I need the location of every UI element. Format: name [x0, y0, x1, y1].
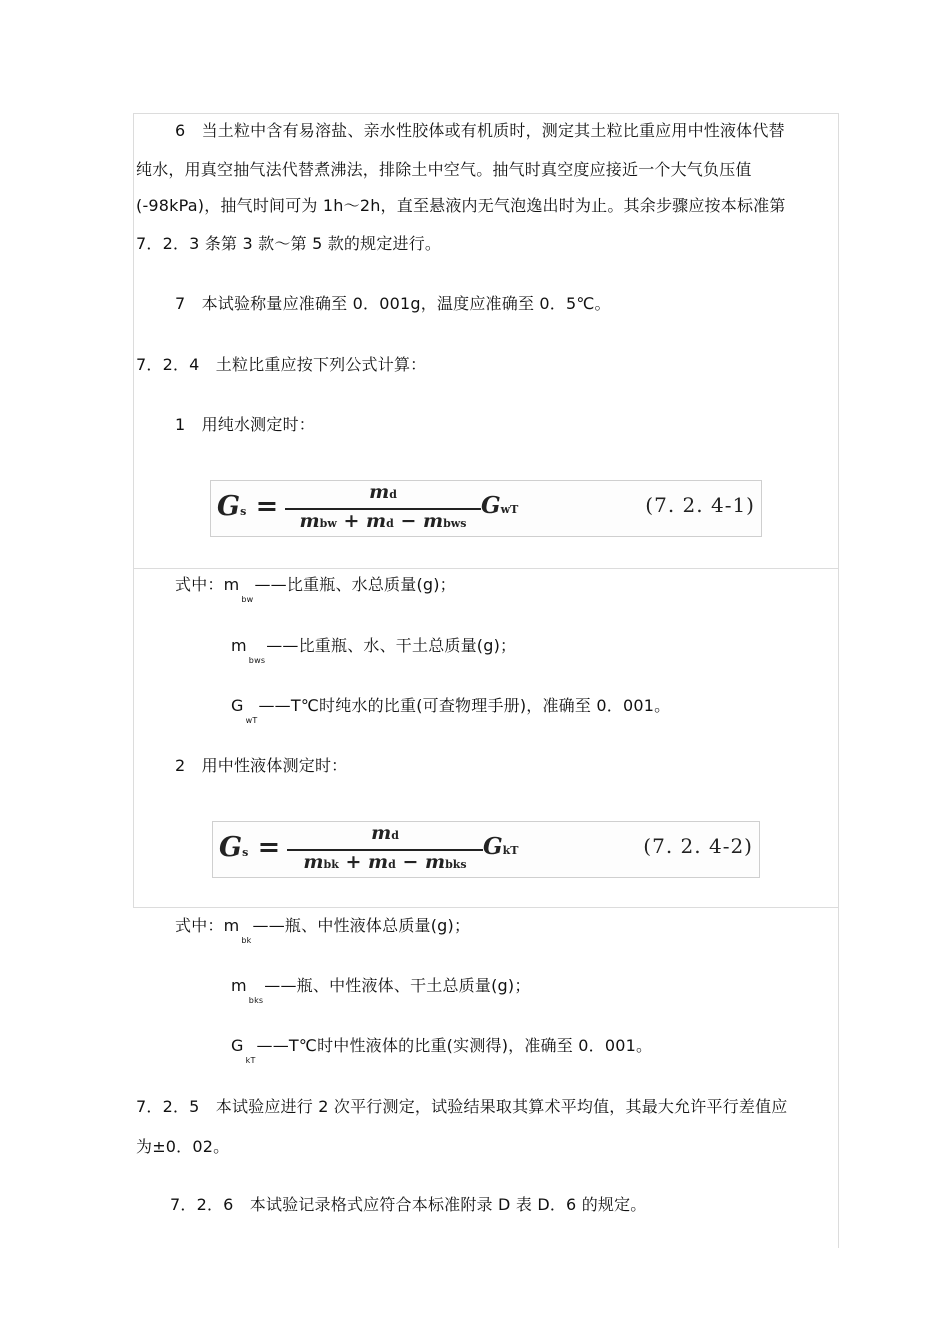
where-2-def-mbk: 式中：$m_{bk}——$瓶、中性液体总质量(g)； — [175, 916, 471, 945]
formula-7-2-4-2 — [212, 821, 760, 878]
item-2-neutral-liquid: 2 用中性液体测定时： — [175, 756, 348, 775]
item-6-line-1: 6 当土粒中含有易溶盐、亲水性胶体或有机质时，测定其土粒比重应用中性液体代替 — [175, 121, 785, 140]
formula-lhs: Gs = — [219, 832, 281, 863]
frame-top-line — [133, 113, 839, 114]
frame-right-line — [838, 113, 839, 1248]
item-7: 7 本试验称量应准确至 0．001g，温度应准确至 0．5℃。 — [175, 294, 611, 313]
formula-number: (7. 2. 4-1) — [645, 493, 755, 517]
where-2-def-gkt: $G_{kT}——T℃$时中性液体的比重(实测得)，准确至 0．001。 — [231, 1036, 653, 1065]
item-6-line-3: (-98kPa)，抽气时间可为 1h～2h，直至悬液内无气泡逸出时为止。其余步骤应按本标准第 — [136, 196, 786, 215]
formula-number: (7. 2. 4-2) — [643, 834, 753, 858]
section-7-2-4: 7．2．4 土粒比重应按下列公式计算： — [136, 355, 427, 374]
item-1-pure-water: 1 用纯水测定时： — [175, 415, 315, 434]
formula-lhs: Gs = — [217, 491, 279, 522]
section-7-2-5-line-1: 7．2．5 本试验应进行 2 次平行测定，试验结果取其算术平均值，其最大允许平行差值应 — [136, 1097, 788, 1116]
item-6-line-4: 7．2．3 条第 3 款～第 5 款的规定进行。 — [136, 234, 442, 253]
frame-bottom-line — [133, 907, 839, 908]
formula-denominator: mbw + md − mbws — [299, 510, 467, 532]
item-6-line-2: 纯水，用真空抽气法代替煮沸法，排除土中空气。抽气时真空度应接近一个大气负压值 — [136, 160, 752, 179]
where-1-def-mbws: $m_{bws}——$比重瓶、水、干土总质量(g)； — [231, 636, 517, 665]
section-7-2-6: 7．2．6 本试验记录格式应符合本标准附录 D 表 D．6 的规定。 — [170, 1195, 647, 1214]
frame-mid-line — [133, 568, 839, 569]
section-7-2-5-line-2: 为±0．02。 — [136, 1137, 230, 1156]
formula-numerator: md — [371, 822, 399, 844]
where-1-def-gwt: $G_{wT}——T℃$时纯水的比重(可查物理手册)，准确至 0．001。 — [231, 696, 671, 725]
formula-denominator: mbk + md − mbks — [303, 851, 467, 873]
formula-rhs: GwT — [481, 492, 519, 519]
frame-left-line — [133, 113, 134, 908]
formula-fraction — [285, 481, 481, 536]
where-1-def-mbw: 式中：$m_{bw}——$比重瓶、水总质量(g)； — [175, 575, 456, 604]
where-2-def-mbks: $m_{bks}——$瓶、中性液体、干土总质量(g)； — [231, 976, 531, 1005]
formula-fraction — [287, 822, 483, 877]
formula-numerator: md — [369, 481, 397, 503]
formula-rhs: GkT — [483, 833, 519, 860]
formula-7-2-4-1 — [210, 480, 762, 537]
